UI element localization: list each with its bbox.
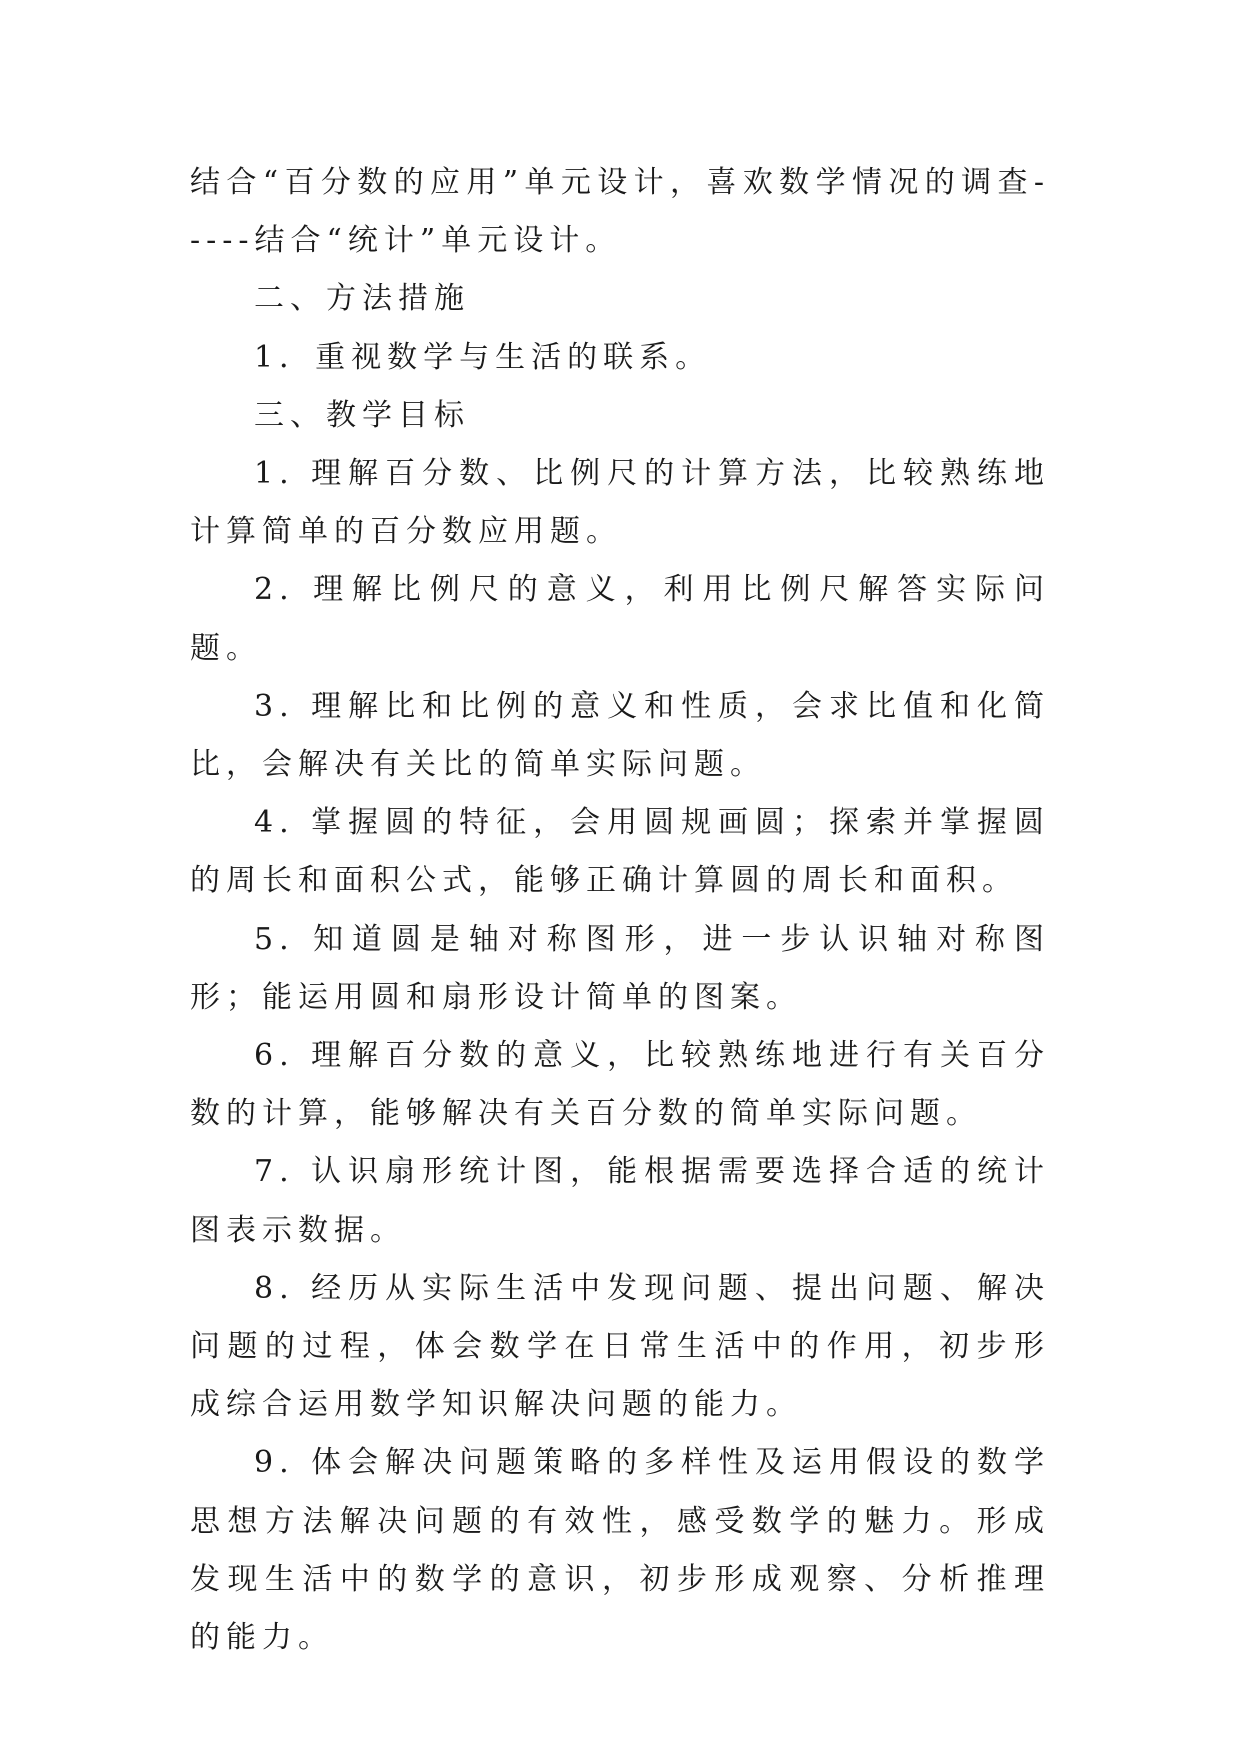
document-body xyxy=(190,154,1050,1667)
goal-item-9: 9. 体会解决问题策略的多样性及运用假设的数学思想方法解决问题的有效性，感受数学的魅力。形成发现生活中的数学的意识，初步形成观察、分析推理的能力。 xyxy=(190,1445,1050,1656)
goal-item-2: 2. 理解比例尺的意义，利用比例尺解答实际问题。 xyxy=(190,572,1050,666)
goal-item-3: 3. 理解比和比例的意义和性质，会求比值和化简比，会解决有关比的简单实际问题。 xyxy=(190,688,1050,783)
heading-teaching-goals: 三、教学目标 xyxy=(254,397,470,433)
goal-item-4: 4. 掌握圆的特征，会用圆规画圆；探索并掌握圆的周长和面积公式，能够正确计算圆的周长和面积。 xyxy=(190,805,1050,899)
paragraph-unit-design: 结合“百分数的应用”单元设计，喜欢数学情况的调查-----结合“统计”单元设计。 xyxy=(190,165,1050,259)
goal-item-8: 8. 经历从实际生活中发现问题、提出问题、解决问题的过程，体会数学在日常生活中的作用，初步形成综合运用数学知识解决问题的能力。 xyxy=(190,1270,1050,1423)
method-item-1: 1．重视数学与生活的联系。 xyxy=(254,339,712,375)
goal-item-7: 7. 认识扇形统计图，能根据需要选择合适的统计图表示数据。 xyxy=(190,1154,1050,1248)
goal-item-1: 1. 理解百分数、比例尺的计算方法，比较熟练地计算简单的百分数应用题。 xyxy=(190,456,1050,550)
goal-item-5: 5. 知道圆是轴对称图形，进一步认识轴对称图形；能运用圆和扇形设计简单的图案。 xyxy=(190,921,1050,1015)
heading-methods: 二、方法措施 xyxy=(254,281,470,317)
goal-item-6: 6. 理解百分数的意义，比较熟练地进行有关百分数的计算，能够解决有关百分数的简单实际问题。 xyxy=(190,1038,1050,1132)
